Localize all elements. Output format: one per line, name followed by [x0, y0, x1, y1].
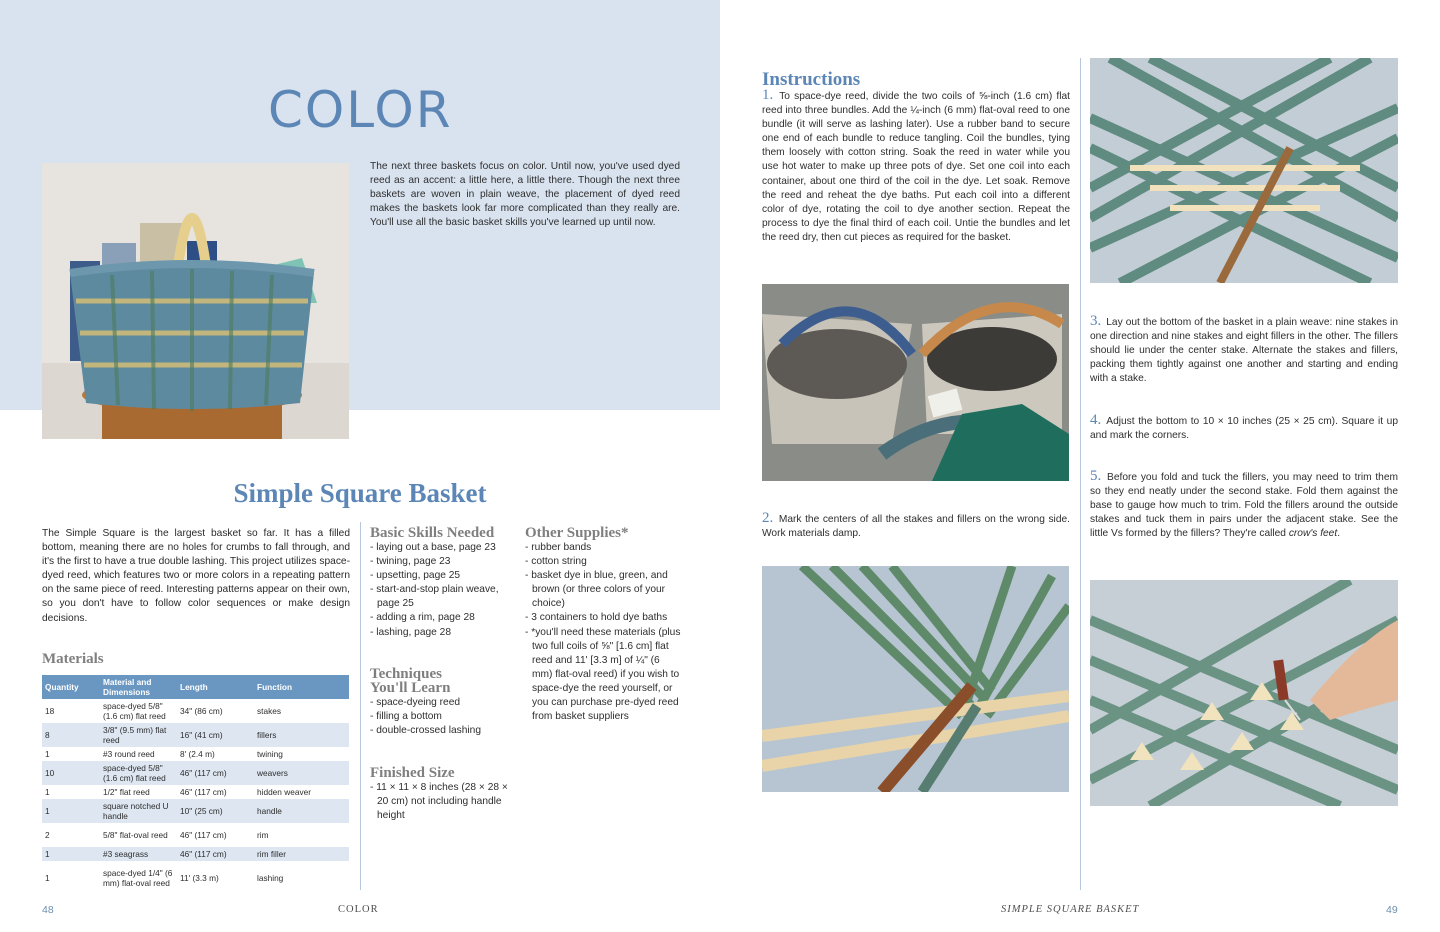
table-row: [42, 861, 349, 895]
techniques-heading-line1: Techniques: [370, 666, 442, 682]
cell-length: 8' (2.4 m): [180, 749, 215, 759]
cell-material: 1/2" flat reed: [103, 787, 150, 797]
right-running-footer: SIMPLE SQUARE BASKET: [1001, 904, 1140, 915]
step-text-italic: crow's feet: [1288, 528, 1338, 540]
cell-quantity: 2: [45, 830, 50, 840]
list-item: - cotton string: [525, 555, 681, 569]
cell-function: hidden weaver: [257, 787, 311, 797]
list-item: - 3 containers to hold dye baths: [525, 611, 681, 625]
cell-quantity: 8: [42, 723, 100, 747]
list-item: - start-and-stop plain weave, page 25: [370, 583, 520, 611]
materials-table: [42, 675, 349, 895]
table-row: [42, 761, 349, 785]
dye-tubs-photo: [762, 284, 1069, 481]
left-page-number: 48: [42, 904, 54, 916]
cell-function: handle: [254, 799, 349, 823]
column-divider: [1080, 58, 1081, 890]
cell-length: 11' (3.3 m): [180, 873, 219, 883]
cell-length: 46" (117 cm): [177, 761, 254, 785]
instruction-step-4: [1090, 413, 1398, 443]
other-supplies-list: [525, 541, 681, 724]
list-item: - twining, page 23: [370, 555, 520, 569]
cell-material: space-dyed 1/4" (6 mm) flat-oval reed: [103, 868, 173, 888]
chapter-title: COLOR: [268, 81, 453, 139]
list-item: - filling a bottom: [370, 710, 520, 724]
materials-heading: Materials: [42, 651, 104, 667]
list-item: - adding a rim, page 28: [370, 611, 520, 625]
cell-quantity: 1: [42, 847, 100, 861]
project-overview-text: The Simple Square is the largest basket so far. It has a filled bottom, meaning there are no holes for crumbs to fall through, and it's the first to have a true double lashing. This project utilizes space-dyed reed, which features two or more colors in a repeating pattern on the same piece of reed. Interesting patterns appear on their own, so you don't have to follow color sequences or make design decisions.: [42, 528, 350, 624]
cell-quantity: 1: [45, 787, 50, 797]
instruction-step-5: [1090, 469, 1398, 541]
table-row: [42, 747, 349, 761]
other-supplies-heading: Other Supplies*: [525, 525, 629, 541]
instructions-heading: Instructions: [762, 69, 861, 90]
step-text: Adjust the bottom to 10 × 10 inches (25 × 25 cm). Square it up and mark the corners.: [1090, 416, 1398, 442]
cell-function: rim: [257, 830, 269, 840]
techniques-heading-line2: You'll Learn: [370, 680, 451, 696]
cell-function: rim filler: [254, 847, 349, 861]
chapter-intro-text: The next three baskets focus on color. Until now, you've used dyed reed as an accent: a little here, a little there. Though the next three baskets are woven in plain weave, the placement of dyed reed makes the baskets look far more complicated than they really are. You'll use all the basic basket skills you've learned up until now.: [370, 161, 680, 229]
cell-material: square notched U handle: [100, 799, 177, 823]
column-header-length: Length: [177, 675, 254, 699]
list-item: - upsetting, page 25: [370, 569, 520, 583]
column-header-material: Material and Dimensions: [100, 675, 177, 699]
basic-skills-list: [370, 541, 520, 640]
step-number: 5.: [1090, 468, 1102, 484]
cell-quantity: 1: [42, 799, 100, 823]
step-number: 4.: [1090, 412, 1102, 428]
cell-function: weavers: [254, 761, 349, 785]
basket-photo: [42, 163, 349, 439]
step-text: Mark the centers of all the stakes and fillers on the wrong side. Work materials damp.: [762, 514, 1070, 540]
list-item: - double-crossed lashing: [370, 724, 520, 738]
list-item: - basket dye in blue, green, and brown (or three colors of your choice): [525, 569, 681, 611]
step-number: 3.: [1090, 313, 1102, 329]
column-header-function: Function: [254, 675, 349, 699]
cell-quantity: 1: [45, 873, 50, 883]
list-item: - 11 × 11 × 8 inches (28 × 28 × 20 cm) not including handle height: [370, 781, 518, 823]
cell-quantity: 10: [42, 761, 100, 785]
cell-length: 16" (41 cm): [177, 723, 254, 747]
cell-material: space-dyed 5/8" (1.6 cm) flat reed: [103, 701, 166, 721]
table-row: [42, 799, 349, 823]
cell-material: space-dyed 5/8" (1.6 cm) flat reed: [100, 761, 177, 785]
table-row: [42, 699, 349, 723]
finished-size-heading: Finished Size: [370, 765, 455, 781]
instruction-step-3: [1090, 314, 1398, 386]
cell-material: 5/8" flat-oval reed: [103, 830, 168, 840]
instruction-step-2: [762, 511, 1070, 541]
table-row: [42, 847, 349, 861]
woven-base-photo: [1090, 58, 1398, 283]
cell-length: 34" (86 cm): [180, 706, 223, 716]
table-row: [42, 823, 349, 847]
finished-size-list: [370, 781, 518, 823]
cell-length: 46" (117 cm): [180, 787, 227, 797]
techniques-list: [370, 696, 520, 738]
table-row: [42, 785, 349, 799]
list-item: - *you'll need these materials (plus two full coils of ⅝" [1.6 cm] flat reed and 11' [3.3 m] of ¼" (6 mm) flat-oval reed) if you wish to space-dye the reed yourself, or you can purchase pre-dyed reed from basket suppliers: [525, 626, 681, 725]
tucking-fillers-photo: [1090, 580, 1398, 806]
project-title: Simple Square Basket: [233, 478, 487, 508]
cell-length: 10" (25 cm): [177, 799, 254, 823]
step-text: To space-dye reed, divide the two coils of ⅝-inch (1.6 cm) flat reed into three bundles. Add the ¼-inch (6 mm) flat-oval reed to one bundle (it will serve as lashing later). Use a rubber band to secure one end of each bundle to reduce tangling. Coil the bundles, tying them loosely with cotton string. Soak the reed in water while you use hot water to make up three pots of dye. Set one coil into each container, about one third of the coil in the dye. Let soak. Remove the reed and reheat the dye baths. Put each coil into a different color of dye, rotating the coil to dye another section. Repeat the process to dye the final third of each coil. Untie the bundles and let the reed dry, then cut pieces as required for the basket.: [762, 91, 1070, 243]
cell-length: 46" (117 cm): [177, 847, 254, 861]
cell-quantity: 18: [45, 706, 55, 716]
right-page-number: 49: [1386, 904, 1398, 916]
step-text: Lay out the bottom of the basket in a plain weave: nine stakes in one direction and nine stakes and eight fillers in the other. The fillers should lie under the center stake. Alternate the stakes and fillers, packing them tightly against one another and starting and ending with a stake.: [1090, 317, 1398, 385]
step-text: Before you fold and tuck the fillers, you may need to trim them so they end neatly under the second stake. Fold them against the base to gauge how much to trim. Fold the fillers around the outside stakes and tuck them in pairs under the adjacent stake. See the little Vs formed by the fillers? They're called: [1090, 472, 1398, 540]
cell-material: #3 seagrass: [100, 847, 177, 861]
left-running-footer: COLOR: [338, 904, 379, 915]
cell-length: 46" (117 cm): [180, 830, 227, 840]
cell-quantity: 1: [45, 749, 50, 759]
techniques-heading: [370, 667, 450, 695]
table-row: [42, 723, 349, 747]
column-divider: [360, 522, 361, 890]
list-item: - lashing, page 28: [370, 626, 520, 640]
list-item: - rubber bands: [525, 541, 681, 555]
basic-skills-heading: Basic Skills Needed: [370, 525, 495, 541]
cell-material: #3 round reed: [103, 749, 155, 759]
step-number: 2.: [762, 510, 774, 526]
column-header-quantity: Quantity: [42, 675, 100, 699]
step-text-end: .: [1337, 528, 1341, 540]
step-number: 1.: [762, 87, 774, 103]
materials-header-row: [42, 675, 349, 699]
cell-function: stakes: [257, 706, 281, 716]
cell-material: 3/8" (9.5 mm) flat reed: [100, 723, 177, 747]
cell-function: fillers: [254, 723, 349, 747]
stakes-crossed-photo: [762, 566, 1069, 792]
list-item: - laying out a base, page 23: [370, 541, 520, 555]
cell-function: twining: [257, 749, 283, 759]
cell-function: lashing: [257, 873, 284, 883]
list-item: - space-dyeing reed: [370, 696, 520, 710]
instruction-step-1: [762, 88, 1070, 245]
